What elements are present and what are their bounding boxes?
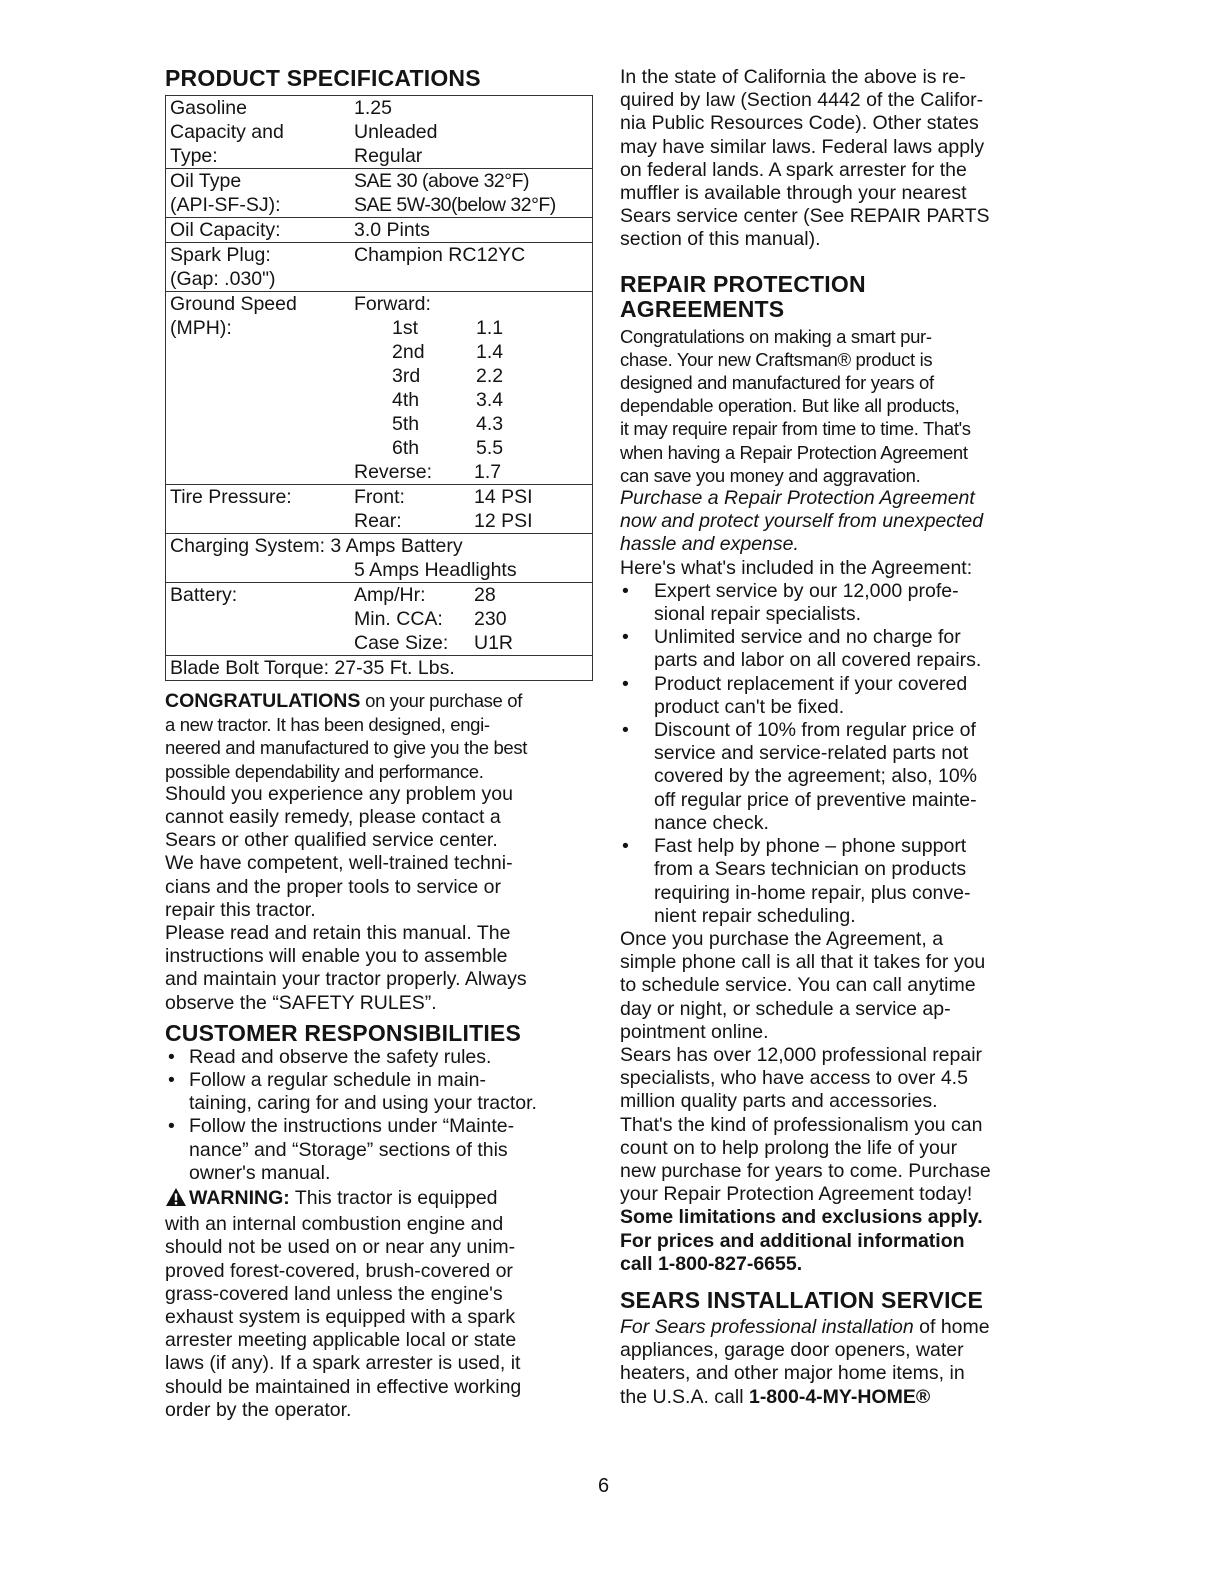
product-specifications-title: PRODUCT SPECIFICATIONS <box>165 65 481 91</box>
spec-value: Unleaded <box>354 121 438 143</box>
spec-row-spark-plug <box>166 243 593 292</box>
left-column <box>165 66 593 1422</box>
reverse-row: Reverse: 1.7 <box>354 461 502 483</box>
customer-responsibilities-title: CUSTOMER RESPONSIBILITIES <box>165 1019 522 1046</box>
gear-row: 1st 1.1 <box>392 317 504 339</box>
spec-row-oil-capacity <box>166 218 593 243</box>
spec-row-battery <box>166 583 593 656</box>
spec-row-charging-system <box>166 534 593 583</box>
spec-row-ground-speed <box>166 292 593 485</box>
page-number: 6 <box>598 1475 610 1497</box>
list-item: • Fast help by phone – phone support from a Sears technician on products requiring in-home repair, plus conve- nient repair scheduling. <box>620 835 1060 928</box>
spec-row-tire-pressure <box>166 485 593 534</box>
list-item: • Product replacement if your covered product can't be fixed. <box>620 673 1060 719</box>
spec-label: Ground Speed <box>170 293 297 315</box>
list-item: • Read and observe the safety rules. <box>165 1046 593 1069</box>
customer-responsibilities-list <box>165 1046 593 1185</box>
congratulations-paragraph: CONGRATULATIONS on your purchase of a new tractor. It has been designed, engi- neered and manufactured to give you the best possible dependability and performance. Should you experience any problem you cannot easily remedy, please contact a Sears or other qualified service center. We have competent, well-trained techni- cians and the proper tools to service or repair this tractor. Please read and retain this manual. The instructions will enable you to assemble and maintain your tractor properly. Always observe the “SAFETY RULES”. <box>165 690 528 1014</box>
repair-protection-title: REPAIR PROTECTION AGREEMENTS <box>620 270 866 322</box>
warning-triangle-icon <box>165 1187 187 1213</box>
spec-label: (API-SF-SJ): <box>170 194 281 216</box>
spec-label: Battery: <box>166 583 351 656</box>
spec-row-oil-type <box>166 169 593 218</box>
gear-row: 3rd 2.2 <box>392 365 504 387</box>
installation-phone: 1-800-4-MY-HOME® <box>748 1385 931 1408</box>
list-item: • Unlimited service and no charge for parts and labor on all covered repairs. <box>620 626 1060 672</box>
installation-paragraph: For Sears professional installation of home appliances, garage door openers, water heaters, and other major home items, in the U.S.A. call 1-800-4-MY-HOME® <box>620 1315 990 1408</box>
limitations-note: For prices and additional information <box>620 1229 965 1252</box>
repair-phone: call 1-800-827-6655. <box>620 1252 803 1275</box>
blade-bolt-text: Blade Bolt Torque: 27-35 Ft. Lbs. <box>166 656 593 681</box>
congratulations-lead: CONGRATULATIONS <box>165 690 361 712</box>
spec-row-blade-bolt <box>166 656 593 681</box>
spec-value: SAE 5W-30(below 32°F) <box>354 194 556 216</box>
gear-row: 4th 3.4 <box>392 389 504 411</box>
spec-label: Oil Type <box>170 170 242 192</box>
spec-value: Regular <box>354 145 423 167</box>
spec-label: Capacity and <box>170 121 284 143</box>
list-item: • Expert service by our 12,000 profe- sional repair specialists. <box>620 580 1060 626</box>
forward-label: Forward: <box>354 293 431 315</box>
tire-rear-row: Rear: 12 PSI <box>354 510 533 532</box>
right-column <box>620 66 1060 1409</box>
spec-label: (Gap: .030") <box>170 268 276 290</box>
spec-label: Gasoline <box>170 97 247 119</box>
gear-row: 2nd 1.4 <box>392 341 504 363</box>
limitations-note: Some limitations and exclusions apply. <box>620 1206 983 1229</box>
spec-label: Oil Capacity: <box>166 218 351 243</box>
battery-row: Amp/Hr: 28 <box>354 584 496 606</box>
warning-paragraph: WARNING: This tractor is equipped with an internal combustion engine and should not be used on or near any unim- proved forest-covered, brush-covered or grass-covered land unless the engine's exhaust system is equipped with a spark arrester meeting applicable local or state laws (if any). If a spark arrester is used, it should be maintained in effective working order by the operator. <box>165 1187 522 1421</box>
gear-row: 5th 4.3 <box>392 413 504 435</box>
battery-row: Min. CCA: 230 <box>354 608 507 630</box>
spec-label: Type: <box>170 145 218 167</box>
spec-value: 3.0 Pints <box>350 218 593 243</box>
list-item: • Discount of 10% from regular price of service and service-related parts not covered by the agreement; also, 10% off regular price of preventive mainte- nance check. <box>620 719 1060 835</box>
repair-intro: Congratulations on making a smart pur- chase. Your new Craftsman® product is designed and manufactured for years of dependable operation. But like all products, it may require repair from time to time. That's when having a Repair Protection Agreement can save you money and aggravation. Purchase a Repair Protection Agreement now and protect yourself from unexpected hassle and expense. Here's what's included in the Agreement: <box>620 325 984 579</box>
specifications-table <box>165 95 593 681</box>
charging-line: 5 Amps Headlights <box>354 559 517 581</box>
spec-label: Tire Pressure: <box>166 485 351 534</box>
battery-row: Case Size: U1R <box>354 632 514 654</box>
list-item: • Follow a regular schedule in main- taining, caring for and using your tractor. <box>165 1069 593 1115</box>
charging-line: Charging System: 3 Amps Battery <box>170 535 463 557</box>
gear-row: 6th 5.5 <box>392 437 504 459</box>
california-paragraph: In the state of California the above is re- quired by law (Section 4442 of the Califor- nia Public Resources Code). Other states may have similar laws. Federal laws apply on federal lands. A spark arrester for the muffler is available through your nearest Sears service center (See REPAIR PARTS section of this manual). <box>620 66 990 251</box>
spec-label: Spark Plug: <box>170 244 271 266</box>
installation-service-title: SEARS INSTALLATION SERVICE <box>620 1286 984 1313</box>
spec-label: (MPH): <box>170 317 232 339</box>
spec-value: Champion RC12YC <box>350 243 593 292</box>
repair-after-paragraph: Once you purchase the Agreement, a simple phone call is all that it takes for you to schedule service. You can call anytime day or night, or schedule a service ap- pointment online. Sears has over 12,000 professional repair specialists, who have access to over 4.5 million quality parts and accessories. That's the kind of professionalism you can count on to help prolong the life of your new purchase for years to come. Purchase your Repair Protection Agreement today! Some limitations and exclusions apply. For prices and additional information call 1-800-827-6655. <box>620 928 1060 1276</box>
spec-row-gasoline <box>166 96 593 169</box>
spec-value: 1.25 <box>354 97 392 119</box>
agreement-benefits-list <box>620 580 1060 928</box>
warning-label: WARNING: <box>189 1187 290 1210</box>
list-item: • Follow the instructions under “Mainte- nance” and “Storage” sections of this owner's manual. <box>165 1115 593 1185</box>
spec-value: SAE 30 (above 32°F) <box>354 170 529 192</box>
tire-front-row: Front: 14 PSI <box>354 486 533 508</box>
